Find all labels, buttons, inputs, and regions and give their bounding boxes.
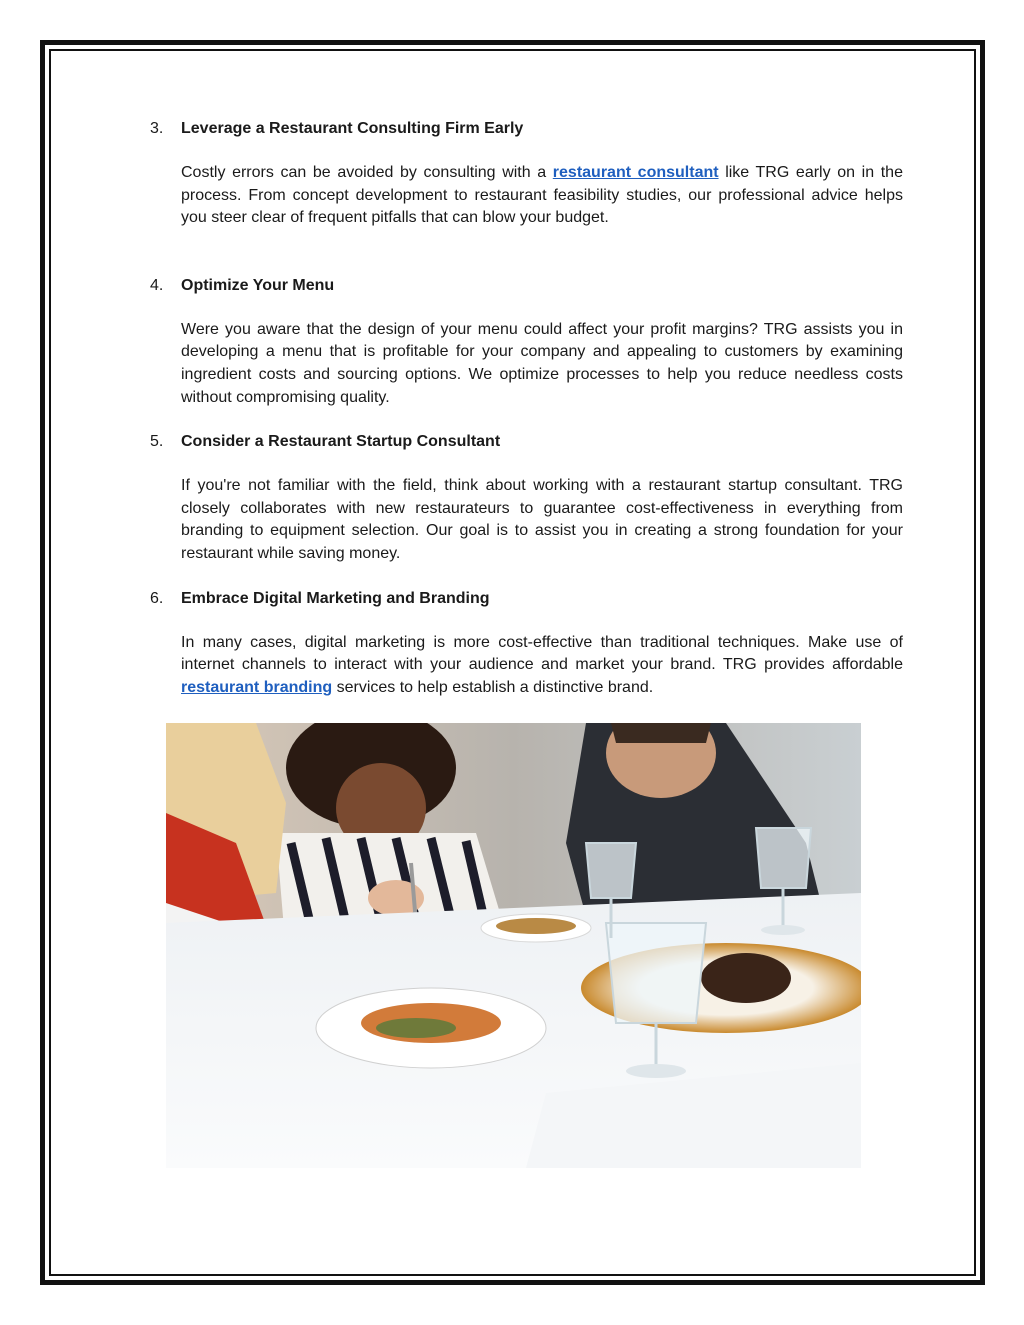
item-title: Optimize Your Menu (181, 276, 335, 294)
document-content (150, 118, 903, 699)
item-title: Leverage a Restaurant Consulting Firm Early (181, 120, 524, 137)
list-item (150, 118, 903, 230)
dining-photo (166, 723, 861, 1168)
item-heading (150, 118, 903, 140)
item-heading (150, 275, 903, 297)
item-paragraph (181, 632, 903, 700)
list-item (150, 275, 903, 409)
paragraph-text: services to help establish a distinctive brand. (332, 678, 654, 696)
dining-illustration (166, 723, 861, 1168)
item-number: 4. (150, 276, 164, 294)
item-number: 3. (150, 120, 164, 137)
item-number: 6. (150, 589, 164, 607)
list-item (150, 588, 903, 700)
restaurant-branding-link[interactable]: restaurant branding (181, 678, 333, 696)
list-item (150, 431, 903, 565)
item-heading (150, 431, 903, 453)
item-paragraph: If you're not familiar with the field, think about working with a restaurant startup consultant. TRG closely collaborates with new restaurateurs to guarantee cost-effectiveness in everything from branding to equipment selection. Our goal is to assist you in creating a strong foundation for your restaurant while saving money. (181, 477, 903, 562)
item-title: Consider a Restaurant Startup Consultant (181, 433, 501, 451)
paragraph-text: Costly errors can be avoided by consulting with a (181, 164, 553, 181)
restaurant-consultant-link[interactable]: restaurant consultant (552, 164, 719, 181)
item-heading (150, 588, 903, 610)
paragraph-text: like TRG early on in the process. From concept development to restaurant feasibility studies, our professional advice helps you steer clear of frequent pitfalls that can blow your budget. (181, 164, 903, 227)
paragraph-text: In many cases, digital marketing is more cost-effective than traditional techniques. Make use of internet channels to interact with your audience and market your brand. TRG provides affordable (181, 633, 903, 674)
item-paragraph: Were you aware that the design of your menu could affect your profit margins? TRG assists you in developing a menu that is profitable for your company and appealing to customers by examining ingredient costs and sourcing options. We optimize processes to help you reduce needless costs without compromising quality. (181, 320, 903, 406)
item-number: 5. (150, 433, 164, 451)
item-title: Embrace Digital Marketing and Branding (181, 589, 490, 607)
item-paragraph (181, 162, 903, 230)
